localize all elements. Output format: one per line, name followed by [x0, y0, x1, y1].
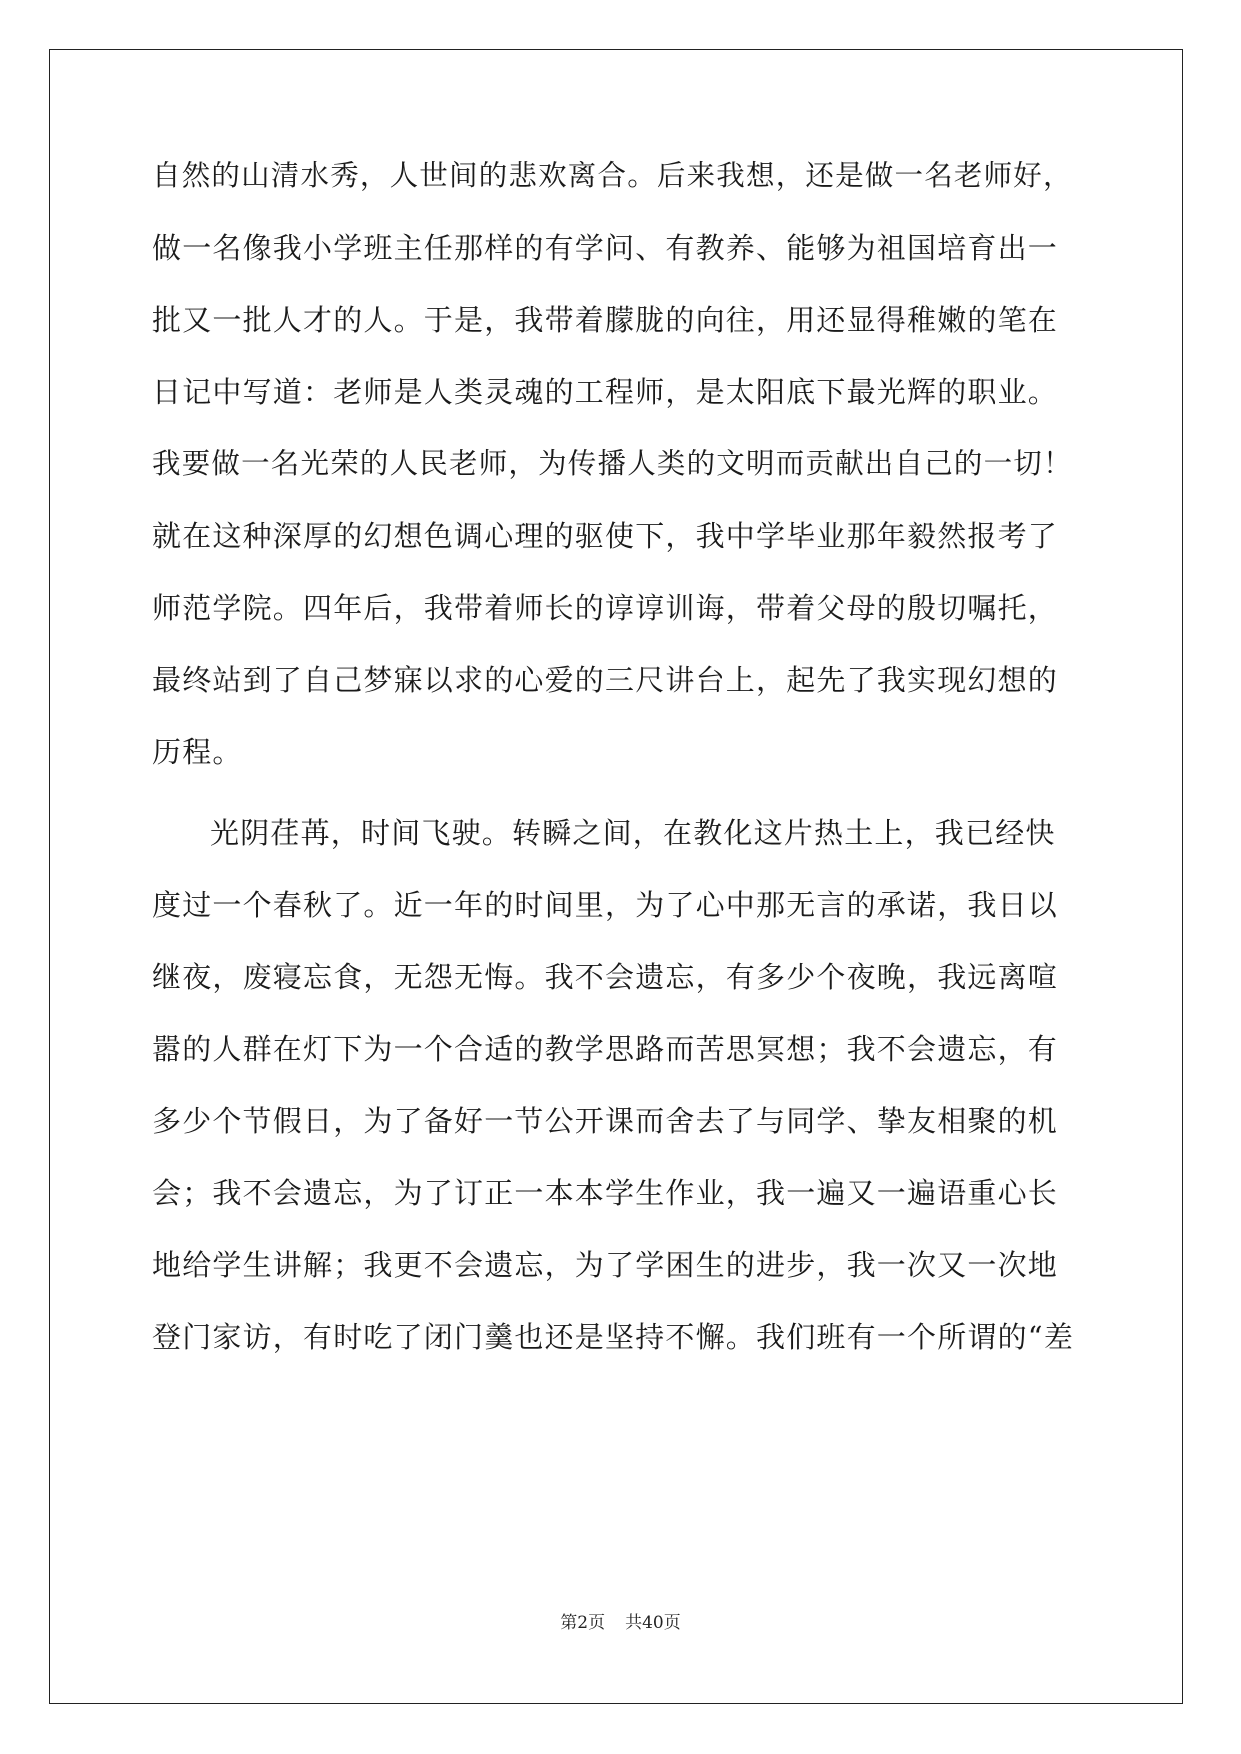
text-line: 度过一个春秋了。近一年的时间里，为了心中那无言的承诺，我日以 — [152, 888, 1059, 922]
page-total: 共40页 — [625, 1613, 681, 1633]
text-line: 会；我不会遗忘，为了订正一本本学生作业，我一遍又一遍语重心长 — [152, 1176, 1059, 1210]
text-line: 做一名像我小学班主任那样的有学问、有教养、能够为祖国培育出一 — [152, 231, 1059, 265]
page-border — [49, 49, 1183, 1704]
text-line: 历程。 — [152, 735, 243, 769]
text-line: 日记中写道：老师是人类灵魂的工程师，是太阳底下最光辉的职业。 — [152, 375, 1059, 409]
text-line: 继夜，废寝忘食，无怨无悔。我不会遗忘，有多少个夜晚，我远离喧 — [152, 960, 1059, 994]
text-line: 批又一批人才的人。于是，我带着朦胧的向往，用还显得稚嫩的笔在 — [152, 303, 1059, 337]
text-line: 就在这种深厚的幻想色调心理的驱使下，我中学毕业那年毅然报考了 — [152, 519, 1059, 553]
page-number: 第2页 — [560, 1613, 606, 1633]
text-line: 登门家访，有时吃了闭门羹也还是坚持不懈。我们班有一个所谓的“差 — [152, 1320, 1075, 1354]
page-footer — [0, 1612, 1241, 1634]
text-line: 最终站到了自己梦寐以求的心爱的三尺讲台上，起先了我实现幻想的 — [152, 663, 1059, 697]
text-line: 多少个节假日，为了备好一节公开课而舍去了与同学、挚友相聚的机 — [152, 1104, 1059, 1138]
text-line: 嚣的人群在灯下为一个合适的教学思路而苦思冥想；我不会遗忘，有 — [152, 1032, 1059, 1066]
text-line: 我要做一名光荣的人民老师，为传播人类的文明而贡献出自己的一切！ — [152, 447, 1073, 480]
text-line: 自然的山清水秀，人世间的悲欢离合。后来我想，还是做一名老师好， — [152, 159, 1073, 192]
text-line: 地给学生讲解；我更不会遗忘，为了学困生的进步，我一次又一次地 — [152, 1248, 1059, 1282]
text-line: 师范学院。四年后，我带着师长的谆谆训诲，带着父母的殷切嘱托， — [152, 591, 1059, 625]
paragraph-first-line: 光阴荏苒，时间飞驶。转瞬之间，在教化这片热土上，我已经快 — [210, 816, 1056, 850]
